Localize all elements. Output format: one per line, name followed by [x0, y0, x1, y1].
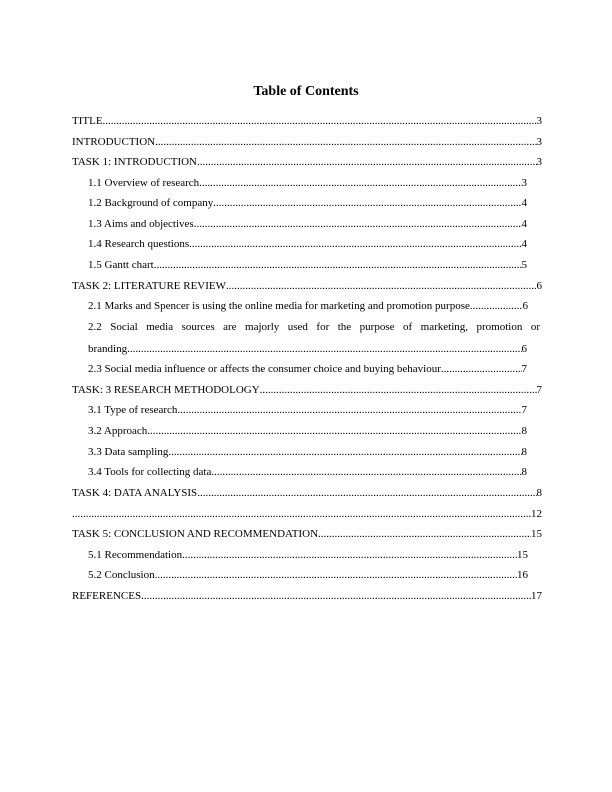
toc-leader: [441, 362, 522, 376]
toc-entry-3-1[interactable]: [88, 403, 527, 417]
toc-entry-untitled[interactable]: [72, 507, 542, 521]
toc-entry-text: 1.4 Research questions: [88, 238, 190, 250]
toc-entry-text: 3.1 Type of research: [88, 404, 178, 416]
toc-entry-page: 7: [536, 384, 542, 396]
toc-entry-title[interactable]: [72, 114, 542, 128]
toc-entry-page: 3: [521, 177, 527, 189]
toc-leader: [177, 403, 521, 417]
toc-entry-text: 2.3 Social media influence or affects the consumer choice and buying behaviour: [88, 363, 441, 375]
toc-leader: [154, 258, 522, 272]
toc-entry-text: 2.1 Marks and Spencer is using the online media for marketing and promotion purpose.: [88, 300, 473, 312]
toc-entry-1-2[interactable]: [88, 196, 527, 210]
toc-entry-5-1[interactable]: [88, 548, 528, 562]
toc-entry-task3[interactable]: [72, 383, 542, 397]
toc-entry-2-1[interactable]: [88, 299, 528, 313]
toc-entry-page: 8: [521, 446, 527, 458]
toc-entry-page: 6: [521, 343, 527, 355]
toc-leader: [213, 196, 521, 210]
toc-entry-text: 5.2 Conclusion: [88, 569, 155, 581]
toc-entry-1-5[interactable]: [88, 258, 527, 272]
toc-entry-text: TASK 4: DATA ANALYSIS: [72, 487, 198, 499]
toc-leader: [168, 445, 521, 459]
toc-leader: [226, 279, 536, 293]
toc-entry-page: 15: [517, 549, 528, 561]
toc-leader: [182, 548, 517, 562]
toc-leader: [141, 589, 531, 603]
toc-leader: [473, 299, 523, 313]
toc-entry-page: 8: [536, 487, 542, 499]
toc-entry-text: 1.2 Background of company: [88, 197, 214, 209]
toc-entry-page: 12: [531, 508, 542, 520]
toc-leader: [211, 465, 521, 479]
toc-entry-3-3[interactable]: [88, 445, 527, 459]
toc-entry-page: 3: [536, 156, 542, 168]
toc-entry-page: 17: [531, 590, 542, 602]
toc-entry-text: 1.3 Aims and objectives: [88, 218, 194, 230]
toc-leader: [127, 342, 521, 356]
toc-entry-text: 3.2 Approach: [88, 425, 148, 437]
toc-entry-page: 15: [531, 528, 542, 540]
toc-entry-3-2[interactable]: [88, 424, 527, 438]
toc-entry-references[interactable]: [72, 589, 542, 603]
toc-entry-text: 3.4 Tools for collecting data: [88, 466, 212, 478]
toc-leader: [103, 114, 537, 128]
toc-leader: [194, 217, 522, 231]
toc-entry-page: 4: [521, 197, 527, 209]
toc-leader: [147, 424, 521, 438]
toc-entry-1-4[interactable]: [88, 237, 527, 251]
toc-entry-text: REFERENCES: [72, 590, 142, 602]
toc-entry-task4[interactable]: [72, 486, 542, 500]
toc-entry-page: 16: [517, 569, 528, 581]
toc-entry-task2[interactable]: [72, 279, 542, 293]
toc-entry-page: 5: [521, 259, 527, 271]
toc-entry-page: 8: [521, 425, 527, 437]
toc-entry-text: TASK 5: CONCLUSION AND RECOMMENDATION: [72, 528, 319, 540]
toc-entry-2-2-line1[interactable]: 2.2 Social media sources are majorly used for the purpose of marketing, promotion or: [88, 321, 540, 333]
toc-entry-text: 1.1 Overview of research: [88, 177, 200, 189]
toc-entry-1-3[interactable]: [88, 217, 527, 231]
toc-entry-page: 7: [521, 363, 527, 375]
toc-entry-page: 6: [536, 280, 542, 292]
toc-entry-text: INTRODUCTION: [72, 136, 156, 148]
toc-entry-1-1[interactable]: [88, 176, 527, 190]
toc-leader: [197, 155, 536, 169]
toc-entry-page: 3: [536, 136, 542, 148]
toc-leader: [155, 135, 536, 149]
toc-entry-page: 4: [521, 238, 527, 250]
toc-entry-task5[interactable]: [72, 527, 542, 541]
toc-leader: [199, 176, 521, 190]
toc-entry-text: TASK 1: INTRODUCTION: [72, 156, 198, 168]
toc-entry-2-3[interactable]: [88, 362, 527, 376]
toc-heading: Table of Contents: [253, 84, 359, 99]
toc-leader: [155, 568, 517, 582]
toc-entry-page: 8: [521, 466, 527, 478]
toc-leader: [318, 527, 531, 541]
toc-entry-introduction[interactable]: [72, 135, 542, 149]
toc-entry-text: 1.5 Gantt chart: [88, 259, 154, 271]
toc-entry-text: 3.3 Data sampling: [88, 446, 169, 458]
toc-entry-text: TITLE: [72, 115, 103, 127]
toc-entry-text: TASK 2: LITERATURE REVIEW: [72, 280, 227, 292]
toc-entry-page: 4: [521, 218, 527, 230]
toc-entry-page: 3: [536, 115, 542, 127]
toc-leader: [197, 486, 536, 500]
toc-entry-text: 5.1 Recommendation: [88, 549, 183, 561]
toc-entry-2-2-line2[interactable]: [88, 342, 527, 356]
toc-entry-text: branding: [88, 343, 128, 355]
toc-entry-page: 6: [522, 300, 528, 312]
toc-leader: [260, 383, 537, 397]
toc-entry-5-2[interactable]: [88, 568, 528, 582]
toc-leader: [72, 507, 531, 521]
toc-entry-task1[interactable]: [72, 155, 542, 169]
toc-entry-3-4[interactable]: [88, 465, 527, 479]
toc-entry-page: 7: [521, 404, 527, 416]
toc-leader: [189, 237, 521, 251]
toc-entry-text: TASK: 3 RESEARCH METHODOLOGY: [72, 384, 260, 396]
